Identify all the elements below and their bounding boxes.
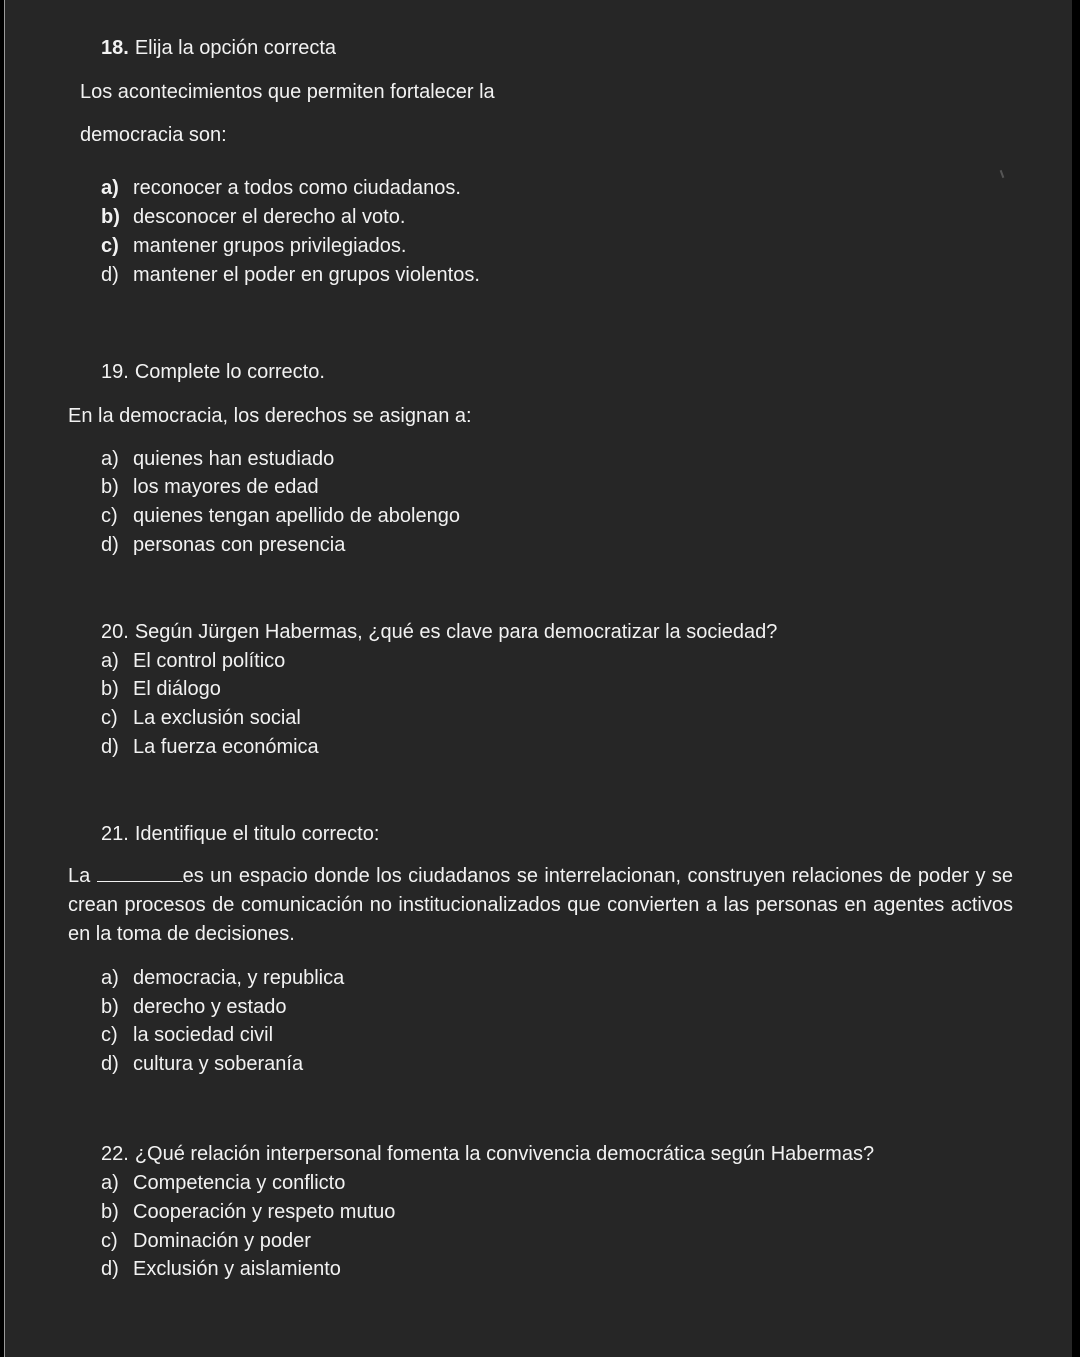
- question-22-number: 22.: [101, 1143, 129, 1165]
- question-22-option-c[interactable]: [101, 1229, 311, 1253]
- option-text: la sociedad civil: [133, 1024, 274, 1046]
- option-text: El control político: [133, 650, 286, 672]
- question-21-option-c[interactable]: [101, 1023, 273, 1047]
- option-letter: b): [101, 1201, 119, 1223]
- question-18-title-text: Elija la opción correcta: [134, 37, 337, 59]
- document-page: [4, 0, 1073, 1357]
- option-letter: a): [101, 650, 119, 672]
- question-18-title: [101, 36, 336, 60]
- option-letter: a): [101, 177, 119, 199]
- question-22-option-a[interactable]: [101, 1171, 345, 1195]
- option-text: personas con presencia: [133, 534, 346, 556]
- question-18-stem-line2: democracia son:: [80, 124, 227, 146]
- option-text: mantener grupos privilegiados.: [133, 235, 407, 257]
- option-letter: b): [101, 206, 120, 228]
- option-text: desconocer el derecho al voto.: [133, 206, 406, 228]
- option-letter: d): [101, 534, 119, 556]
- option-text: reconocer a todos como ciudadanos.: [133, 177, 461, 199]
- option-text: La exclusión social: [133, 707, 301, 729]
- question-18-option-b[interactable]: [101, 205, 405, 229]
- question-21-option-a[interactable]: [101, 966, 344, 990]
- question-21-number: 21.: [101, 823, 129, 845]
- option-letter: c): [101, 1024, 118, 1046]
- question-20-option-b[interactable]: [101, 677, 221, 701]
- option-letter: d): [101, 736, 119, 758]
- question-20-option-a[interactable]: [101, 649, 285, 673]
- question-21-stem: [68, 862, 1013, 949]
- option-letter: d): [101, 1053, 119, 1075]
- stray-mark: [1000, 170, 1005, 178]
- option-letter: a): [101, 967, 119, 989]
- right-frame-edge: [1072, 0, 1080, 1357]
- option-text: mantener el poder en grupos violentos.: [133, 264, 480, 286]
- option-text: democracia, y republica: [133, 967, 345, 989]
- question-21-title-text: Identifique el titulo correcto:: [134, 823, 380, 845]
- question-20-title: [101, 620, 777, 644]
- option-text: quienes han estudiado: [133, 448, 335, 470]
- option-letter: c): [101, 1230, 118, 1252]
- question-19-option-a[interactable]: [101, 447, 334, 471]
- option-text: Dominación y poder: [133, 1230, 311, 1252]
- option-letter: c): [101, 235, 119, 257]
- question-20-option-d[interactable]: [101, 735, 319, 759]
- question-18-option-a[interactable]: [101, 176, 461, 200]
- option-text: El diálogo: [133, 678, 221, 700]
- question-21-title: [101, 822, 379, 846]
- question-18-stem-line1: Los acontecimientos que permiten fortalecer la: [80, 81, 495, 103]
- question-19-title: [101, 360, 325, 384]
- option-text: derecho y estado: [133, 996, 287, 1018]
- question-22-option-b[interactable]: [101, 1200, 395, 1224]
- option-letter: c): [101, 707, 118, 729]
- question-21-option-d[interactable]: [101, 1052, 303, 1076]
- option-text: cultura y soberanía: [133, 1053, 304, 1075]
- option-letter: b): [101, 476, 119, 498]
- fill-in-blank[interactable]: [97, 863, 183, 882]
- option-letter: d): [101, 1258, 119, 1280]
- question-19-option-c[interactable]: [101, 504, 460, 528]
- question-18-option-d[interactable]: [101, 263, 480, 287]
- question-18-number: 18.: [101, 37, 129, 59]
- option-text: Exclusión y aislamiento: [133, 1258, 341, 1280]
- option-text: quienes tengan apellido de abolengo: [133, 505, 460, 527]
- question-21-stem-rest: es un espacio donde los ciudadanos se interrelacionan, construyen relaciones de poder y se crean procesos de comunicación no institucionalizados que convierten a las personas en agentes activos en la toma de decisiones.: [68, 865, 1013, 945]
- option-letter: a): [101, 448, 119, 470]
- option-letter: d): [101, 264, 119, 286]
- question-19-number: 19.: [101, 361, 129, 383]
- question-19-title-text: Complete lo correcto.: [134, 361, 325, 383]
- question-19-option-d[interactable]: [101, 533, 345, 557]
- question-22-title: [101, 1142, 874, 1166]
- question-19-option-b[interactable]: [101, 475, 319, 499]
- option-letter: b): [101, 996, 119, 1018]
- question-20-title-text: Según Jürgen Habermas, ¿qué es clave para democratizar la sociedad?: [134, 621, 778, 643]
- option-text: Cooperación y respeto mutuo: [133, 1201, 396, 1223]
- question-22-option-d[interactable]: [101, 1257, 341, 1281]
- question-21-option-b[interactable]: [101, 995, 286, 1019]
- question-22-title-text: ¿Qué relación interpersonal fomenta la convivencia democrática según Habermas?: [134, 1143, 875, 1165]
- option-text: los mayores de edad: [133, 476, 319, 498]
- question-20-number: 20.: [101, 621, 129, 643]
- question-21-stem-start: La: [68, 865, 97, 887]
- question-20-option-c[interactable]: [101, 706, 301, 730]
- option-text: La fuerza económica: [133, 736, 319, 758]
- option-letter: b): [101, 678, 119, 700]
- option-letter: a): [101, 1172, 119, 1194]
- question-19-stem: En la democracia, los derechos se asignan a:: [68, 405, 472, 427]
- question-18-option-c[interactable]: [101, 234, 407, 258]
- option-text: Competencia y conflicto: [133, 1172, 346, 1194]
- option-letter: c): [101, 505, 118, 527]
